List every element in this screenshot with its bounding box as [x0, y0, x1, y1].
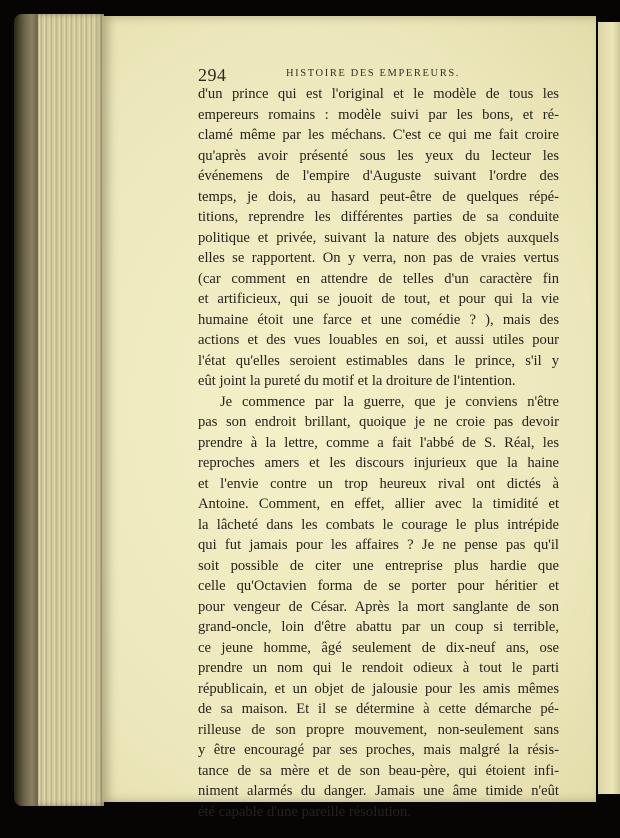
- running-head: HISTOIRE DES EMPEREURS.: [286, 68, 460, 79]
- text-line: pour vengeur de César. Après la mort sanglante de son: [198, 598, 559, 615]
- text-line: niment alarmés du danger. Jamais une âme timide n'eût: [198, 783, 559, 799]
- text-line: rilleuse de son propre mouvement, non-seulement sans: [198, 721, 559, 738]
- text-line: qui fut jamais pour les affaires ? Je ne pense pas qu'il: [198, 537, 559, 553]
- text-line: grand-oncle, loin d'être abattu par un coup si terrible,: [198, 619, 559, 635]
- text-line: humaine étoit une farce et une comédie ? ), mais des: [198, 311, 559, 328]
- text-line: Antoine. Comment, en effet, allier avec la timidité et: [198, 496, 559, 512]
- body-text: [198, 84, 559, 822]
- text-line: tance de sa mère et de son beau-père, qui étoient infi-: [198, 762, 559, 779]
- text-line: républicain, et un objet de jalousie pour les amis mêmes: [198, 680, 559, 697]
- page-header: [198, 65, 480, 85]
- page-number: 294: [198, 65, 227, 85]
- text-line: de sa maison. Et il se détermine à cette démarche pé-: [198, 701, 559, 717]
- text-line: et l'envie contre un trop heureux rival ont dictés à: [198, 475, 559, 492]
- facing-page-edge: [598, 22, 620, 794]
- text-line: et artificieux, qui se jouoit de tout, et pour qui la vie: [198, 291, 559, 307]
- text-line: elles se rapportent. On y verra, non pas de vraies vertus: [198, 250, 559, 266]
- text-line: la lâcheté dans les combats le courage le plus intrépide: [198, 516, 559, 533]
- text-line: (car comment en attendre de telles d'un caractère fin: [198, 270, 559, 287]
- page-stack-edges: [38, 14, 104, 806]
- text-line: ce jeune homme, âgé seulement de dix-neuf ans, ose: [198, 639, 559, 656]
- paragraph-end-line: eût joint la pureté du motif et la droiture de l'intention.: [198, 373, 516, 389]
- text-line: politique et privée, suivant la nature des objets auxquels: [198, 229, 559, 246]
- text-line: d'un prince qui est l'original et le modèle de tous les: [198, 86, 559, 102]
- text-line: temps, je dois, au hasard peut-être de quelques répé-: [198, 188, 559, 205]
- text-line: l'état qu'elles seroient estimables dans le prince, s'il y: [198, 352, 559, 369]
- text-line: reproches amers et les discours injurieux que la haine: [198, 455, 559, 471]
- paragraph-end-line: été capable d'une pareille résolution.: [198, 803, 411, 820]
- text-line: empereurs romains : modèle suivi par les bons, et ré-: [198, 106, 559, 123]
- text-line: qu'après avoir présenté sous les yeux du lecteur les: [198, 147, 559, 164]
- text-line: événemens de l'empire d'Auguste suivant l'ordre des: [198, 168, 559, 184]
- text-line: titions, reprendre les différentes parties de sa conduite: [198, 209, 559, 225]
- text-line: actions et des vues louables en soi, et aussi utiles pour: [198, 332, 559, 348]
- paragraph-start-line: Je commence par la guerre, que je conviens n'être: [220, 393, 559, 410]
- text-line: clamé même par les méchans. C'est ce qui me fait croire: [198, 127, 559, 143]
- text-line: pas son endroit brillant, quoique je ne croie pas devoir: [198, 414, 559, 430]
- text-line: celle qu'Octavien forma de se porter pour héritier et: [198, 578, 559, 594]
- text-line: prendre un nom qui le rendoit odieux à tout le parti: [198, 660, 559, 676]
- text-line: prendre à la lettre, comme a fait l'abbé de S. Réal, les: [198, 434, 559, 451]
- text-line: y être encouragé par ses proches, mais malgré la résis-: [198, 742, 559, 758]
- text-line: soit possible de citer une entreprise plus hardie que: [198, 557, 559, 574]
